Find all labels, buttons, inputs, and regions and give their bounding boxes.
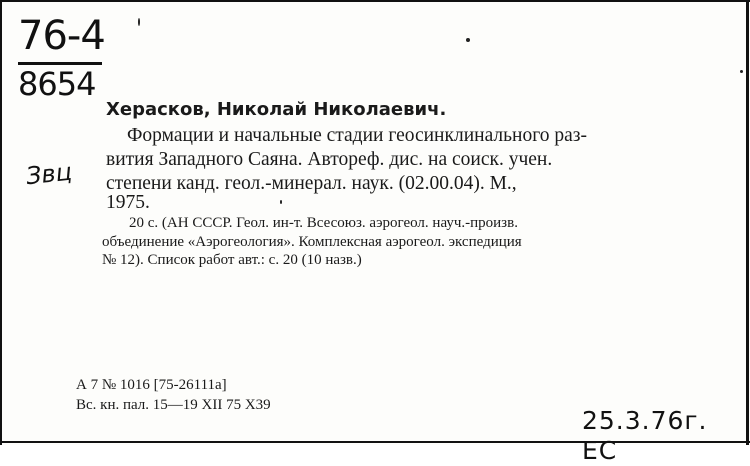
body-line: Формации и начальные стадии геосинклинального раз-: [127, 125, 587, 146]
footer-line: А 7 № 1016 [75-26111а]: [76, 377, 227, 393]
speck: [138, 18, 140, 26]
body-line: вития Западного Саяна. Автореф. дис. на соиск. учен.: [106, 149, 553, 170]
author-heading: Херасков, Николай Николаевич.: [106, 99, 447, 120]
speck: [466, 38, 470, 42]
call-number-top: 76-4: [18, 13, 105, 59]
speck: [280, 200, 282, 204]
body-line: 1975.: [106, 192, 150, 213]
notes-line: 20 с. (АН СССР. Геол. ин-т. Всесоюз. аэрогеол. науч.-произв.: [129, 215, 518, 231]
margin-note: Звц: [24, 157, 74, 191]
card-border-left: [0, 0, 2, 445]
footer-line: Вс. кн. пал. 15—19 XII 75 Х39: [76, 397, 271, 413]
notes-line: объединение «Аэрогеология». Комплексная аэрогеол. экспедиция: [102, 234, 522, 250]
call-number-bottom: 8654: [18, 65, 96, 103]
handwritten-date: 25.3.76г. ЕС: [582, 406, 708, 465]
body-line: степени канд. геол.-минерал. наук. (02.00.04). М.,: [106, 173, 517, 194]
notes-line: № 12). Список работ авт.: с. 20 (10 назв.): [102, 252, 362, 268]
card-border-right: [746, 0, 749, 445]
card-border-top: [0, 0, 750, 2]
speck: [740, 70, 743, 73]
